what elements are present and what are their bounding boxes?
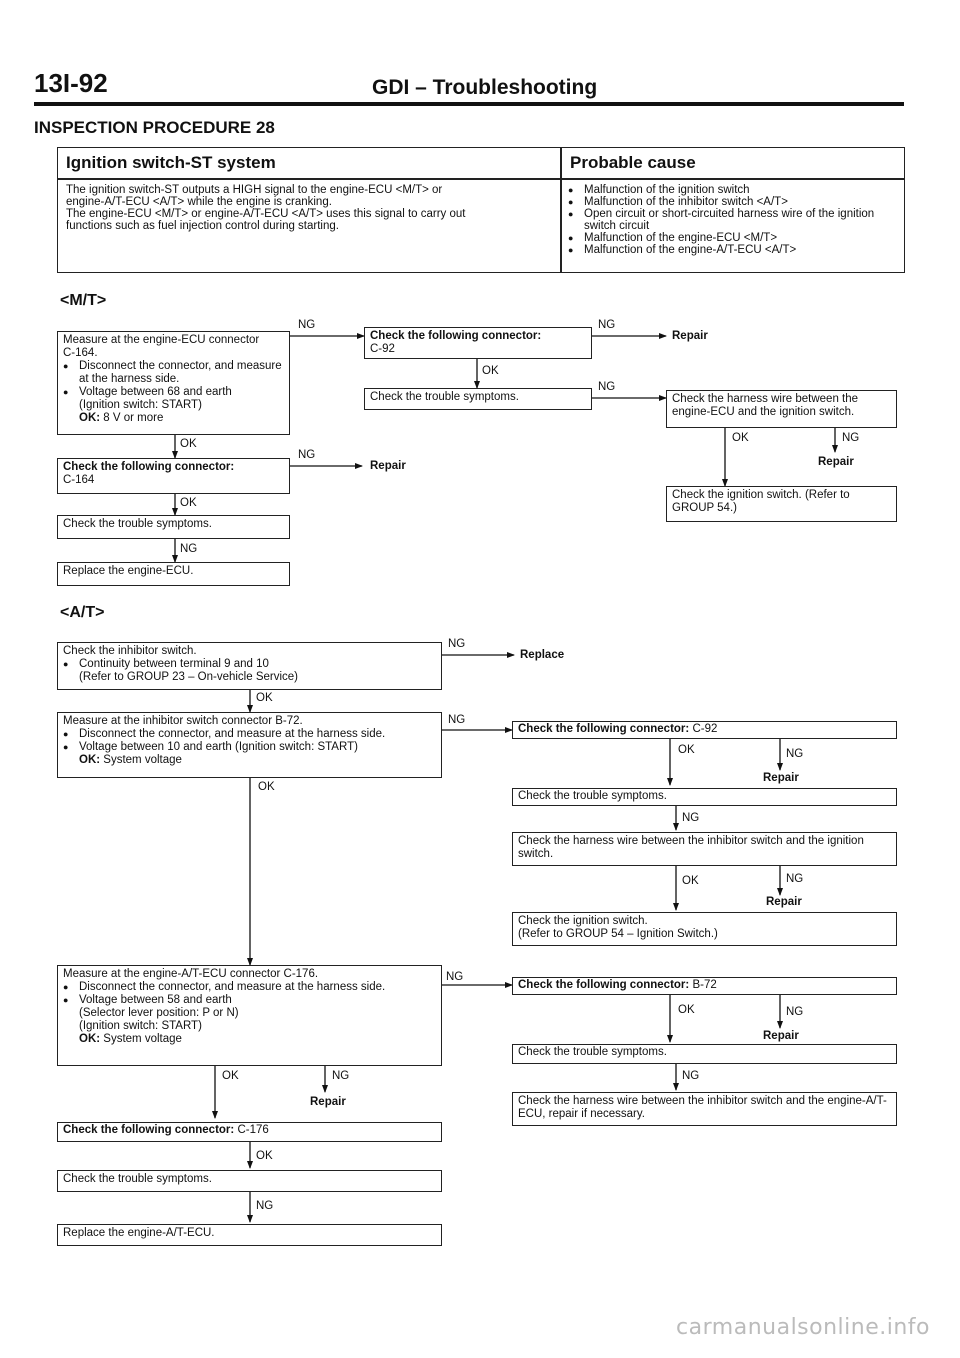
at-measure-c176-box <box>57 965 442 1066</box>
at-harness-inhibitor-ecu-box <box>512 1092 897 1126</box>
at-replace-ecu-box <box>57 1224 442 1246</box>
at-harness-inhibitor-ign-box <box>512 832 897 866</box>
check-trouble-text: Check the trouble symptoms. <box>63 518 212 530</box>
mt-measure-box <box>57 331 290 435</box>
procedure-title: INSPECTION PROCEDURE 28 <box>34 118 275 137</box>
table-left-header: Ignition switch-ST system <box>66 153 276 172</box>
replace-ecu-text: Replace the engine-ECU. <box>63 565 194 577</box>
ng-label: NG <box>448 638 466 650</box>
mt-ignition-check-box <box>666 486 897 522</box>
check-connector-title: Check the following connector: <box>370 330 542 342</box>
inhibitor-sub: (Refer to GROUP 23 – On-vehicle Service) <box>79 671 299 683</box>
repair-text: Repair <box>763 1030 799 1042</box>
mt-measure-list <box>63 360 284 399</box>
check-connector-title: Check the following connector: <box>518 723 690 735</box>
inhibitor-line1: Check the inhibitor switch. <box>63 645 197 657</box>
ng-label: NG <box>446 971 464 983</box>
at-check-connector-b72 <box>512 977 897 995</box>
repair-text: Repair <box>818 456 854 468</box>
harness-inhibitor-ign-text: Check the harness wire between the inhibitor switch and the ignition switch. <box>518 835 864 860</box>
ng-label: NG <box>256 1200 274 1212</box>
measure-c176-list <box>63 981 436 1007</box>
check-connector-value: B-72 <box>692 979 717 991</box>
measure-b72-list <box>63 728 436 754</box>
table-left-line: functions such as fuel injection control during starting. <box>66 220 339 232</box>
list-item: ● Voltage between 10 and earth (Ignition switch: START) <box>63 741 436 754</box>
table-left-line: The engine-ECU <M/T> or engine-A/T-ECU <A/T> uses this signal to carry out <box>66 208 466 220</box>
at-check-connector-c176 <box>57 1122 442 1142</box>
check-connector-value: C-176 <box>237 1124 269 1136</box>
ng-label: NG <box>682 812 700 824</box>
at-ignition-check-box <box>512 912 897 946</box>
replace-text: Replace <box>520 649 565 661</box>
ignition-check-ref: (Refer to GROUP 54 – Ignition Switch.) <box>518 928 718 940</box>
ok-label: OK: <box>79 754 101 766</box>
measure-c176-sub2: (Ignition switch: START) <box>79 1020 202 1032</box>
ng-label: NG <box>332 1070 350 1082</box>
ok-label: OK <box>256 692 273 704</box>
repair-text: Repair <box>763 772 799 784</box>
check-trouble-text: Check the trouble symptoms. <box>518 790 667 802</box>
repair-text: Repair <box>672 330 708 342</box>
ng-label: NG <box>180 543 198 555</box>
list-item: ● Open circuit or short-circuited harness wire of the ignition switch circuit <box>568 208 898 232</box>
check-connector-value: C-92 <box>370 343 395 355</box>
mt-check-trouble-2 <box>57 515 290 539</box>
mt-check-connector-c92 <box>364 327 592 359</box>
mt-check-connector-c164 <box>57 458 290 494</box>
ng-label: NG <box>786 873 804 885</box>
at-check-trouble-b <box>512 1044 897 1064</box>
at-check-connector-c92 <box>512 721 897 739</box>
repair-text: Repair <box>310 1096 346 1108</box>
list-item: ● Disconnect the connector, and measure at the harness side. <box>63 360 284 386</box>
check-trouble-text: Check the trouble symptoms. <box>63 1173 212 1185</box>
mt-harness-check-box <box>666 390 897 428</box>
measure-c176-line1: Measure at the engine-A/T-ECU connector C-176. <box>63 968 319 980</box>
ok-label: OK <box>678 744 695 756</box>
mt-heading: <M/T> <box>60 292 107 309</box>
at-inhibitor-box <box>57 642 442 690</box>
check-trouble-text: Check the trouble symptoms. <box>518 1046 667 1058</box>
ok-label: OK: <box>79 412 101 424</box>
ng-label: NG <box>786 1006 804 1018</box>
check-connector-title: Check the following connector: <box>63 1124 235 1136</box>
ok-label: OK <box>180 438 197 450</box>
check-connector-title: Check the following connector: <box>63 461 235 473</box>
check-connector-title: Check the following connector: <box>518 979 690 991</box>
list-item: ● Voltage between 68 and earth <box>63 386 284 399</box>
ok-label: OK <box>180 497 197 509</box>
ng-label: NG <box>298 319 316 331</box>
check-trouble-text: Check the trouble symptoms. <box>370 391 519 403</box>
list-item: ● Voltage between 58 and earth <box>63 994 436 1007</box>
list-item: ● Malfunction of the engine-ECU <M/T> <box>568 232 898 244</box>
ok-label: OK <box>482 365 499 377</box>
ng-label: NG <box>842 432 860 444</box>
ok-value: 8 V or more <box>103 412 164 424</box>
check-connector-value: C-92 <box>692 723 718 735</box>
mt-measure-line1: Measure at the engine-ECU connector <box>63 334 260 346</box>
ok-label: OK <box>258 781 275 793</box>
at-check-trouble-a <box>512 788 897 806</box>
page-title: GDI – Troubleshooting <box>372 76 598 99</box>
replace-at-ecu-text: Replace the engine-A/T-ECU. <box>63 1227 215 1239</box>
at-check-trouble-c <box>57 1170 442 1192</box>
ignition-check-text: Check the ignition switch. (Refer to GROUP 54.) <box>672 489 850 514</box>
ok-value: System voltage <box>103 754 182 766</box>
list-item: ● Disconnect the connector, and measure at the harness side. <box>63 981 436 994</box>
ok-label: OK <box>682 875 699 887</box>
ng-label: NG <box>298 449 316 461</box>
repair-text: Repair <box>370 460 406 472</box>
mt-replace-ecu-box <box>57 562 290 586</box>
table-left-line: The ignition switch-ST outputs a HIGH signal to the engine-ECU <M/T> or <box>66 184 443 196</box>
at-heading: <A/T> <box>60 604 105 621</box>
list-item: ● Disconnect the connector, and measure at the harness side. <box>63 728 436 741</box>
ng-label: NG <box>598 381 616 393</box>
list-item: ● Malfunction of the inhibitor switch <A/T> <box>568 196 898 208</box>
ok-label: OK <box>256 1150 273 1162</box>
ok-label: OK <box>222 1070 239 1082</box>
table-right-header: Probable cause <box>570 153 696 172</box>
ng-label: NG <box>682 1070 700 1082</box>
mt-measure-line2: C-164. <box>63 347 98 359</box>
table-left-line: engine-A/T-ECU <A/T> while the engine is cranking. <box>66 196 332 208</box>
harness-inhibitor-ecu-text: Check the harness wire between the inhibitor switch and the engine-A/T-ECU, repair if necessary. <box>518 1095 887 1120</box>
list-item: ● Malfunction of the engine-A/T-ECU <A/T> <box>568 244 898 256</box>
measure-c176-sub1: (Selector lever position: P or N) <box>79 1007 239 1019</box>
measure-b72-line1: Measure at the inhibitor switch connector B-72. <box>63 715 303 727</box>
ok-value: System voltage <box>103 1033 182 1045</box>
ok-label: OK <box>678 1004 695 1016</box>
ng-label: NG <box>598 319 616 331</box>
check-connector-value: C-164 <box>63 474 95 486</box>
page-number: 13I-92 <box>34 68 108 98</box>
repair-text: Repair <box>766 896 802 908</box>
at-measure-b72-box <box>57 712 442 778</box>
list-item: ● Continuity between terminal 9 and 10 <box>63 658 436 671</box>
ok-label: OK <box>732 432 749 444</box>
inhibitor-list <box>63 658 436 671</box>
watermark: carmanualsonline.info <box>676 1315 930 1340</box>
ignition-check-text: Check the ignition switch. <box>518 915 648 927</box>
ng-label: NG <box>786 748 804 760</box>
harness-check-text: Check the harness wire between the engine-ECU and the ignition switch. <box>672 393 859 418</box>
mt-measure-sub: (Ignition switch: START) <box>79 399 202 411</box>
mt-check-trouble-1 <box>364 388 592 410</box>
ng-label: NG <box>448 714 466 726</box>
ok-label: OK: <box>79 1033 101 1045</box>
list-item: ● Malfunction of the ignition switch <box>568 184 898 196</box>
